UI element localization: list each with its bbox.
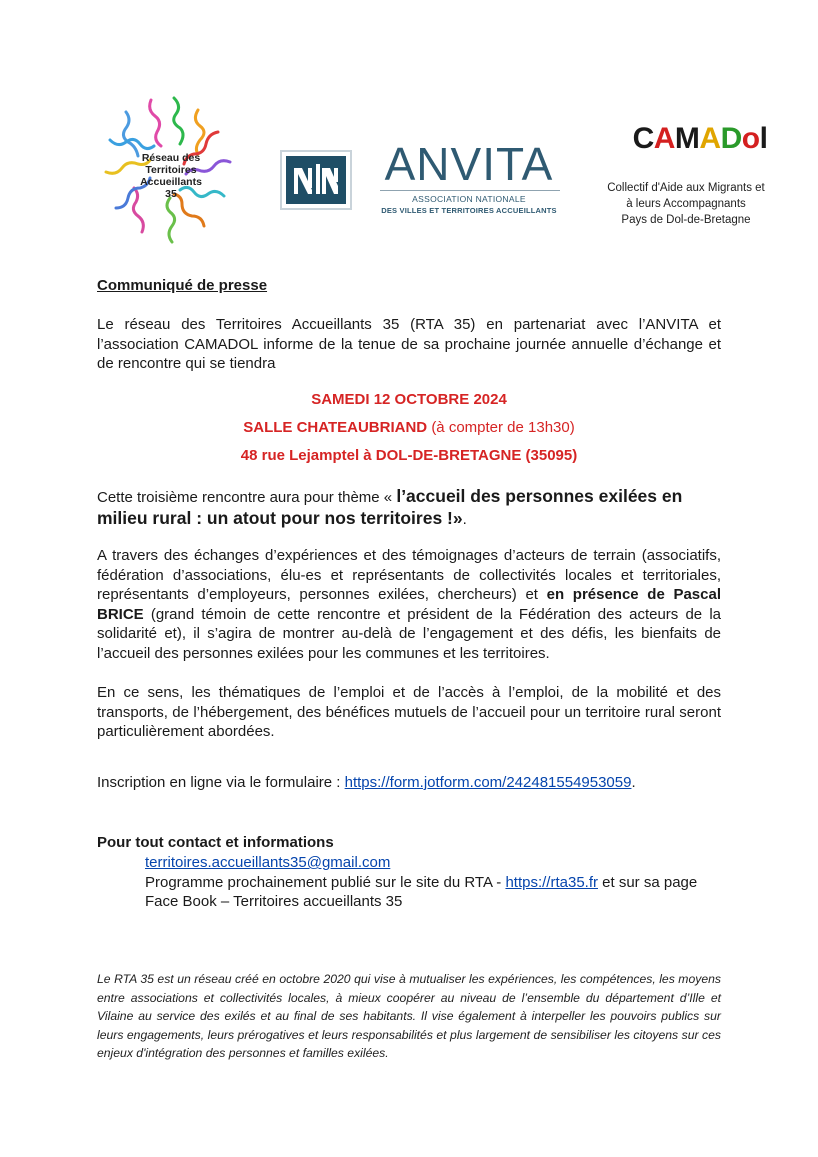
- camadol-desc-line3: Pays de Dol-de-Bretagne: [621, 214, 751, 226]
- anvita-divider: [380, 190, 560, 191]
- registration-form-link[interactable]: https://form.jotform.com/242481554953059: [344, 774, 632, 791]
- contact-email-link[interactable]: territoires.accueillants35@gmail.com: [145, 854, 391, 871]
- rta-website-link[interactable]: https://rta35.fr: [505, 873, 598, 891]
- theme-prefix: Cette troisième rencontre aura pour thème «: [97, 489, 397, 506]
- press-release-heading: Communiqué de presse: [97, 277, 268, 294]
- body-paragraph-2: En ce sens, les thématiques de l’emploi et de l’accès à l’emploi, de la mobilité et des transports, de l’hébergement, des bénéfices mutuels de l’accueil pour un territoire rural seront particulièrement abordées.: [97, 684, 721, 740]
- camadol-desc-line1: Collectif d'Aide aux Migrants et: [607, 182, 765, 194]
- camadol-logo-title: [630, 122, 770, 156]
- body1-bold: en présence de Pascal BRICE: [97, 586, 722, 623]
- rta-logo-line1: Réseau des: [141, 152, 201, 164]
- camadol-letter: A: [653, 122, 675, 155]
- camadol-letter: o: [741, 122, 760, 155]
- anvita-emblem-logo: [280, 150, 352, 210]
- camadol-letter: M: [674, 122, 700, 155]
- program-text-a: Programme prochainement publié sur le site du RTA -: [145, 873, 506, 891]
- registration-line: [97, 773, 721, 793]
- theme-paragraph: [97, 486, 721, 530]
- intro-paragraph: Le réseau des Territoires Accueillants 35 (RTA 35) en partenariat avec l’ANVITA et l’association CAMADOL informe de la tenue de sa prochaine journée annuelle d’échange et de rencontre qui se tiendra: [97, 316, 721, 372]
- event-date: SAMEDI 12 OCTOBRE 2024: [311, 391, 507, 408]
- camadol-desc-line2: à leurs Accompagnants: [626, 198, 746, 210]
- contact-heading: Pour tout contact et informations: [97, 834, 334, 851]
- event-venue: [97, 418, 721, 438]
- camadol-letter: C: [632, 122, 654, 155]
- camadol-letter: D: [720, 122, 742, 155]
- camadol-letter: A: [699, 122, 721, 155]
- camadol-logo-description: [596, 180, 776, 228]
- body-paragraph-1: [97, 546, 721, 663]
- contact-list: [145, 853, 725, 912]
- rta-logo-line3: Accueillants: [140, 176, 202, 188]
- registration-end: .: [631, 774, 636, 791]
- theme-title: l’accueil des personnes exilées en milieu rural : un atout pour nos territoires !»: [97, 486, 683, 528]
- footer-note: Le RTA 35 est un réseau créé en octobre 2020 qui vise à mutualiser les expériences, les compétences, les moyens entre associations et collectivités locales, à mieux coopérer au niveau de l’ensemble du département d’Ille et Vilaine au service des exilés et au final de ses habitants. Il vise également à interpeller les pouvoirs publics sur leurs engagements, leurs prérogatives et leurs responsabilités et plus largement de sensibiliser les citoyens sur ces enjeux d'intégration des personnes et familles exilées.: [97, 972, 721, 1060]
- body1-text-b: (grand témoin de cette rencontre et président de la Fédération des acteurs de la solidarité et), il s’agira de montrer au-delà de l’engagement et des défis, les bienfaits de l’accueil des personnes exilées pour les communes et les territoires.: [97, 605, 721, 662]
- event-time: (à compter de 13h30): [431, 419, 575, 436]
- anvita-logo-subtitle: ASSOCIATION NATIONALE: [412, 194, 526, 204]
- rta35-logo-text: [130, 152, 212, 200]
- camadol-letter: l: [759, 122, 768, 155]
- event-address: 48 rue Lejamptel à DOL-DE-BRETAGNE (35095): [240, 447, 578, 464]
- rta-logo-line2: Territoires: [145, 164, 197, 176]
- program-info: [145, 873, 725, 912]
- event-place: SALLE CHATEAUBRIAND: [243, 419, 428, 436]
- registration-text: Inscription en ligne via le formulaire :: [97, 774, 345, 791]
- anvita-logo-tagline: DES VILLES ET TERRITOIRES ACCUEILLANTS: [381, 206, 557, 215]
- program-text-b: et sur sa page Face Book – Territoires accueillants 35: [145, 873, 698, 910]
- anvita-logo-title: ANVITA: [384, 138, 554, 190]
- theme-suffix: .: [462, 511, 467, 528]
- rta-logo-line4: 35: [165, 188, 177, 200]
- body1-text-a: A travers des échanges d’expériences et des témoignages d’acteurs de terrain (associatifs, fédération d’associations, élu-es et représentants de collectivités locales et territoriales, représentants d’employeurs, personnes exilées, chercheurs) et: [97, 547, 721, 603]
